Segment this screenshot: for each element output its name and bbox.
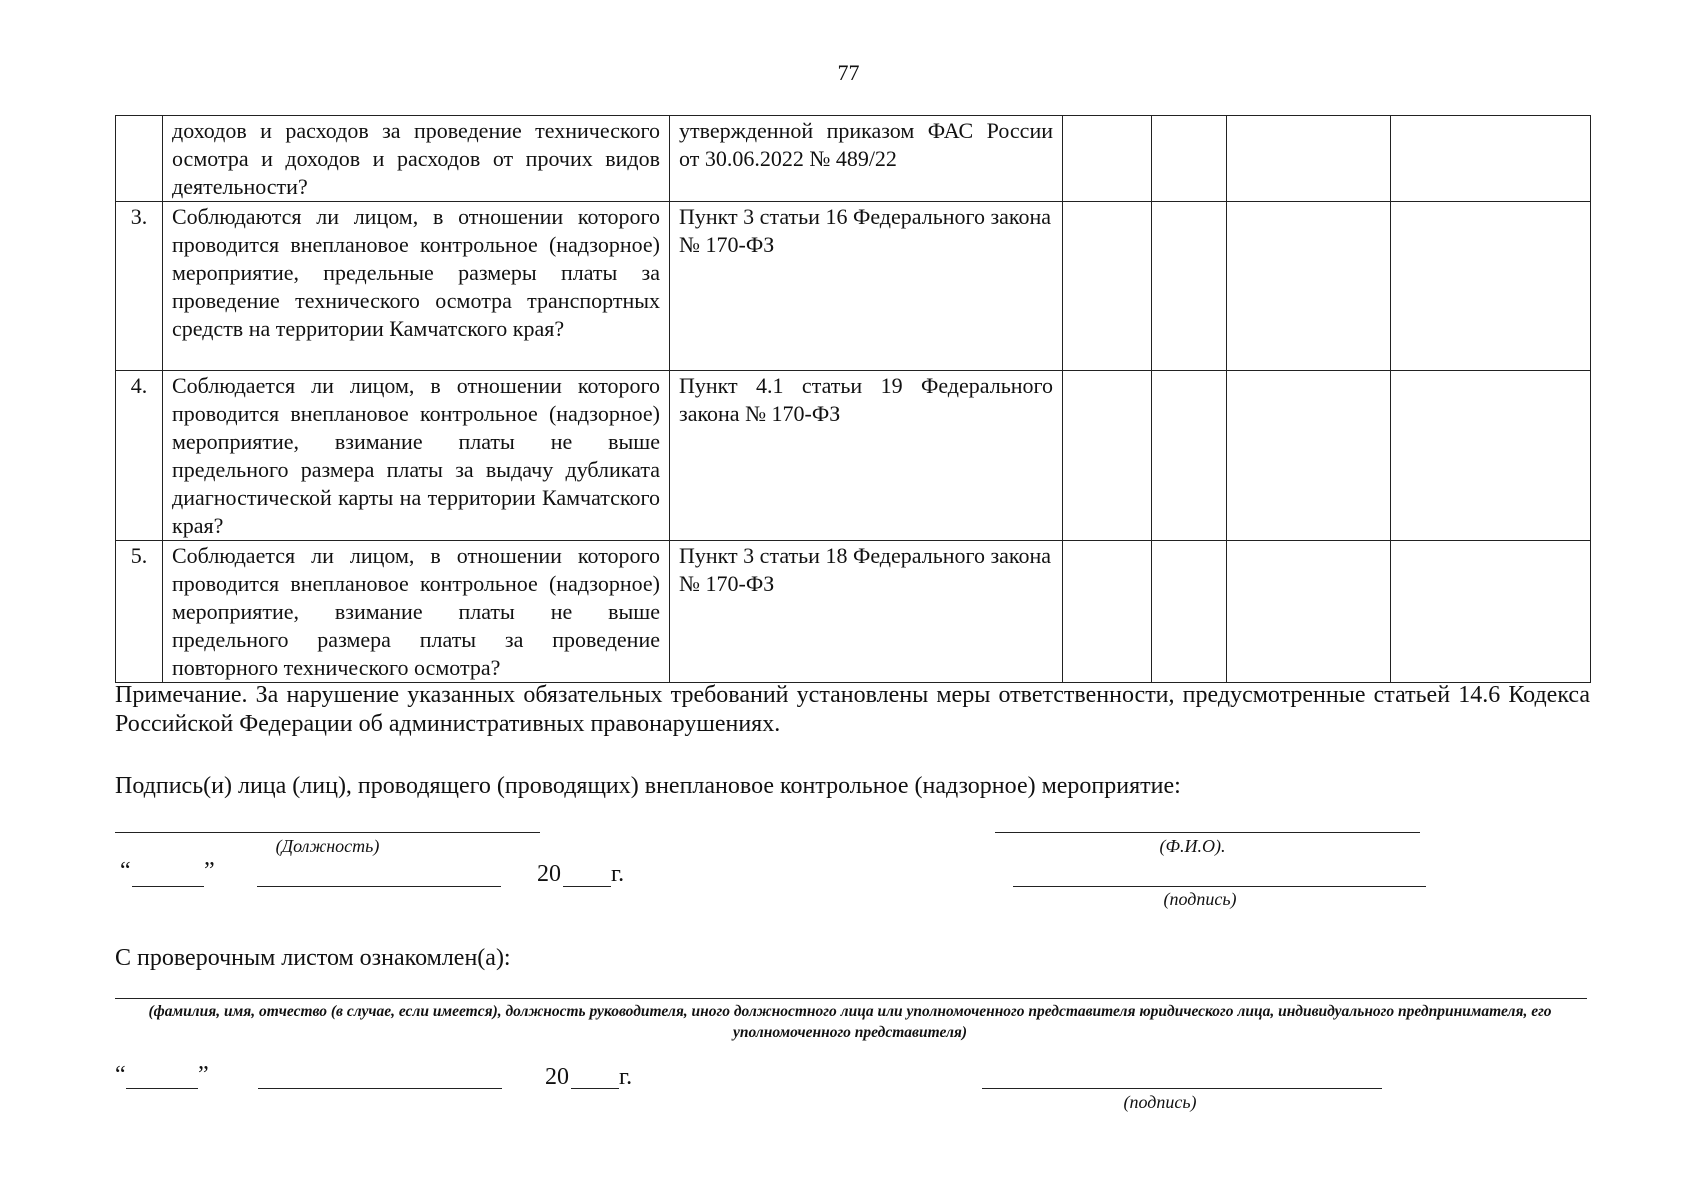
signature-heading: Подпись(и) лица (лиц), проводящего (проводящих) внеплановое контрольное (надзорное) мероприятие: bbox=[115, 773, 1181, 799]
answer-no-cell[interactable] bbox=[1152, 116, 1227, 202]
row-number bbox=[116, 116, 163, 202]
position-caption: (Должность) bbox=[275, 836, 380, 856]
year-line[interactable] bbox=[563, 886, 611, 887]
legal-basis: утвержденной приказом ФАС России от 30.06.2022 № 489/22 bbox=[670, 116, 1063, 202]
checklist-table bbox=[115, 115, 1591, 683]
requirement-question: доходов и расходов за проведение технического осмотра и доходов и расходов от прочих видов деятельности? bbox=[163, 116, 670, 202]
answer-no-cell[interactable] bbox=[1152, 202, 1227, 371]
answer-no-cell[interactable] bbox=[1152, 541, 1227, 683]
signature-line[interactable] bbox=[1013, 886, 1426, 887]
month-line[interactable] bbox=[257, 886, 501, 887]
acquaintance-name-line[interactable] bbox=[115, 998, 1587, 999]
signature-caption: (подпись) bbox=[1123, 1092, 1197, 1112]
note-text: Примечание. За нарушение указанных обязательных требований установлены меры ответственности, предусмотренные статьей 14.6 Кодекса Российской Федерации об административных правонарушениях. bbox=[115, 682, 1590, 737]
day-line[interactable] bbox=[132, 886, 204, 887]
answer-yes-cell[interactable] bbox=[1063, 541, 1152, 683]
year-line[interactable] bbox=[571, 1088, 619, 1089]
answer-na-cell[interactable] bbox=[1227, 116, 1391, 202]
month-line[interactable] bbox=[258, 1088, 502, 1089]
year-suffix: г. bbox=[619, 1064, 633, 1090]
acquaintance-heading: С проверочным листом ознакомлен(а): bbox=[115, 945, 511, 971]
fio-line[interactable] bbox=[995, 832, 1420, 833]
answer-na-cell[interactable] bbox=[1227, 371, 1391, 541]
date-quote-open: “ bbox=[120, 858, 131, 884]
signature-line[interactable] bbox=[982, 1088, 1382, 1089]
fio-caption: (Ф.И.О). bbox=[1159, 836, 1226, 856]
year-prefix: 20 bbox=[537, 861, 561, 887]
signature-caption: (подпись) bbox=[1163, 889, 1237, 909]
row-number: 3. bbox=[116, 202, 163, 371]
comment-cell[interactable] bbox=[1391, 202, 1591, 371]
year-suffix: г. bbox=[611, 861, 625, 887]
date-quote-close: ” bbox=[204, 858, 215, 884]
position-line[interactable] bbox=[115, 832, 540, 833]
answer-yes-cell[interactable] bbox=[1063, 116, 1152, 202]
answer-na-cell[interactable] bbox=[1227, 202, 1391, 371]
legal-basis: Пункт 3 статьи 16 Федерального закона № 170-ФЗ bbox=[670, 202, 1063, 371]
legal-basis: Пункт 3 статьи 18 Федерального закона № 170-ФЗ bbox=[670, 541, 1063, 683]
day-line[interactable] bbox=[126, 1088, 198, 1089]
year-prefix: 20 bbox=[545, 1064, 569, 1090]
date-quote-open: “ bbox=[115, 1062, 126, 1088]
answer-yes-cell[interactable] bbox=[1063, 202, 1152, 371]
requirement-question: Соблюдается ли лицом, в отношении которого проводится внеплановое контрольное (надзорное) мероприятие, взимание платы не выше предельного размера платы за проведение повторного технического осмотра? bbox=[163, 541, 670, 683]
row-number: 4. bbox=[116, 371, 163, 541]
requirement-question: Соблюдается ли лицом, в отношении которого проводится внеплановое контрольное (надзорное) мероприятие, взимание платы не выше предельного размера платы за выдачу дубликата диагностической карты на территории Камчатского края? bbox=[163, 371, 670, 541]
comment-cell[interactable] bbox=[1391, 371, 1591, 541]
comment-cell[interactable] bbox=[1391, 116, 1591, 202]
answer-na-cell[interactable] bbox=[1227, 541, 1391, 683]
page-number: 77 bbox=[837, 60, 860, 85]
table-row bbox=[116, 202, 1591, 371]
row-number: 5. bbox=[116, 541, 163, 683]
requirement-question: Соблюдаются ли лицом, в отношении которого проводится внеплановое контрольное (надзорное) мероприятие, предельные размеры платы за проведение технического осмотра транспортных средств на территории Камчатского края? bbox=[163, 202, 670, 371]
table-row bbox=[116, 541, 1591, 683]
table-row bbox=[116, 371, 1591, 541]
comment-cell[interactable] bbox=[1391, 541, 1591, 683]
answer-yes-cell[interactable] bbox=[1063, 371, 1152, 541]
legal-basis: Пункт 4.1 статьи 19 Федерального закона № 170-ФЗ bbox=[670, 371, 1063, 541]
acquaintance-caption: (фамилия, имя, отчество (в случае, если имеется), должность руководителя, иного должностного лица или уполномоченного представителя юридического лица, индивидуального предпринимателя, его уполномоченного представителя) bbox=[148, 1003, 1552, 1041]
answer-no-cell[interactable] bbox=[1152, 371, 1227, 541]
date-quote-close: ” bbox=[198, 1062, 209, 1088]
table-row bbox=[116, 116, 1591, 202]
